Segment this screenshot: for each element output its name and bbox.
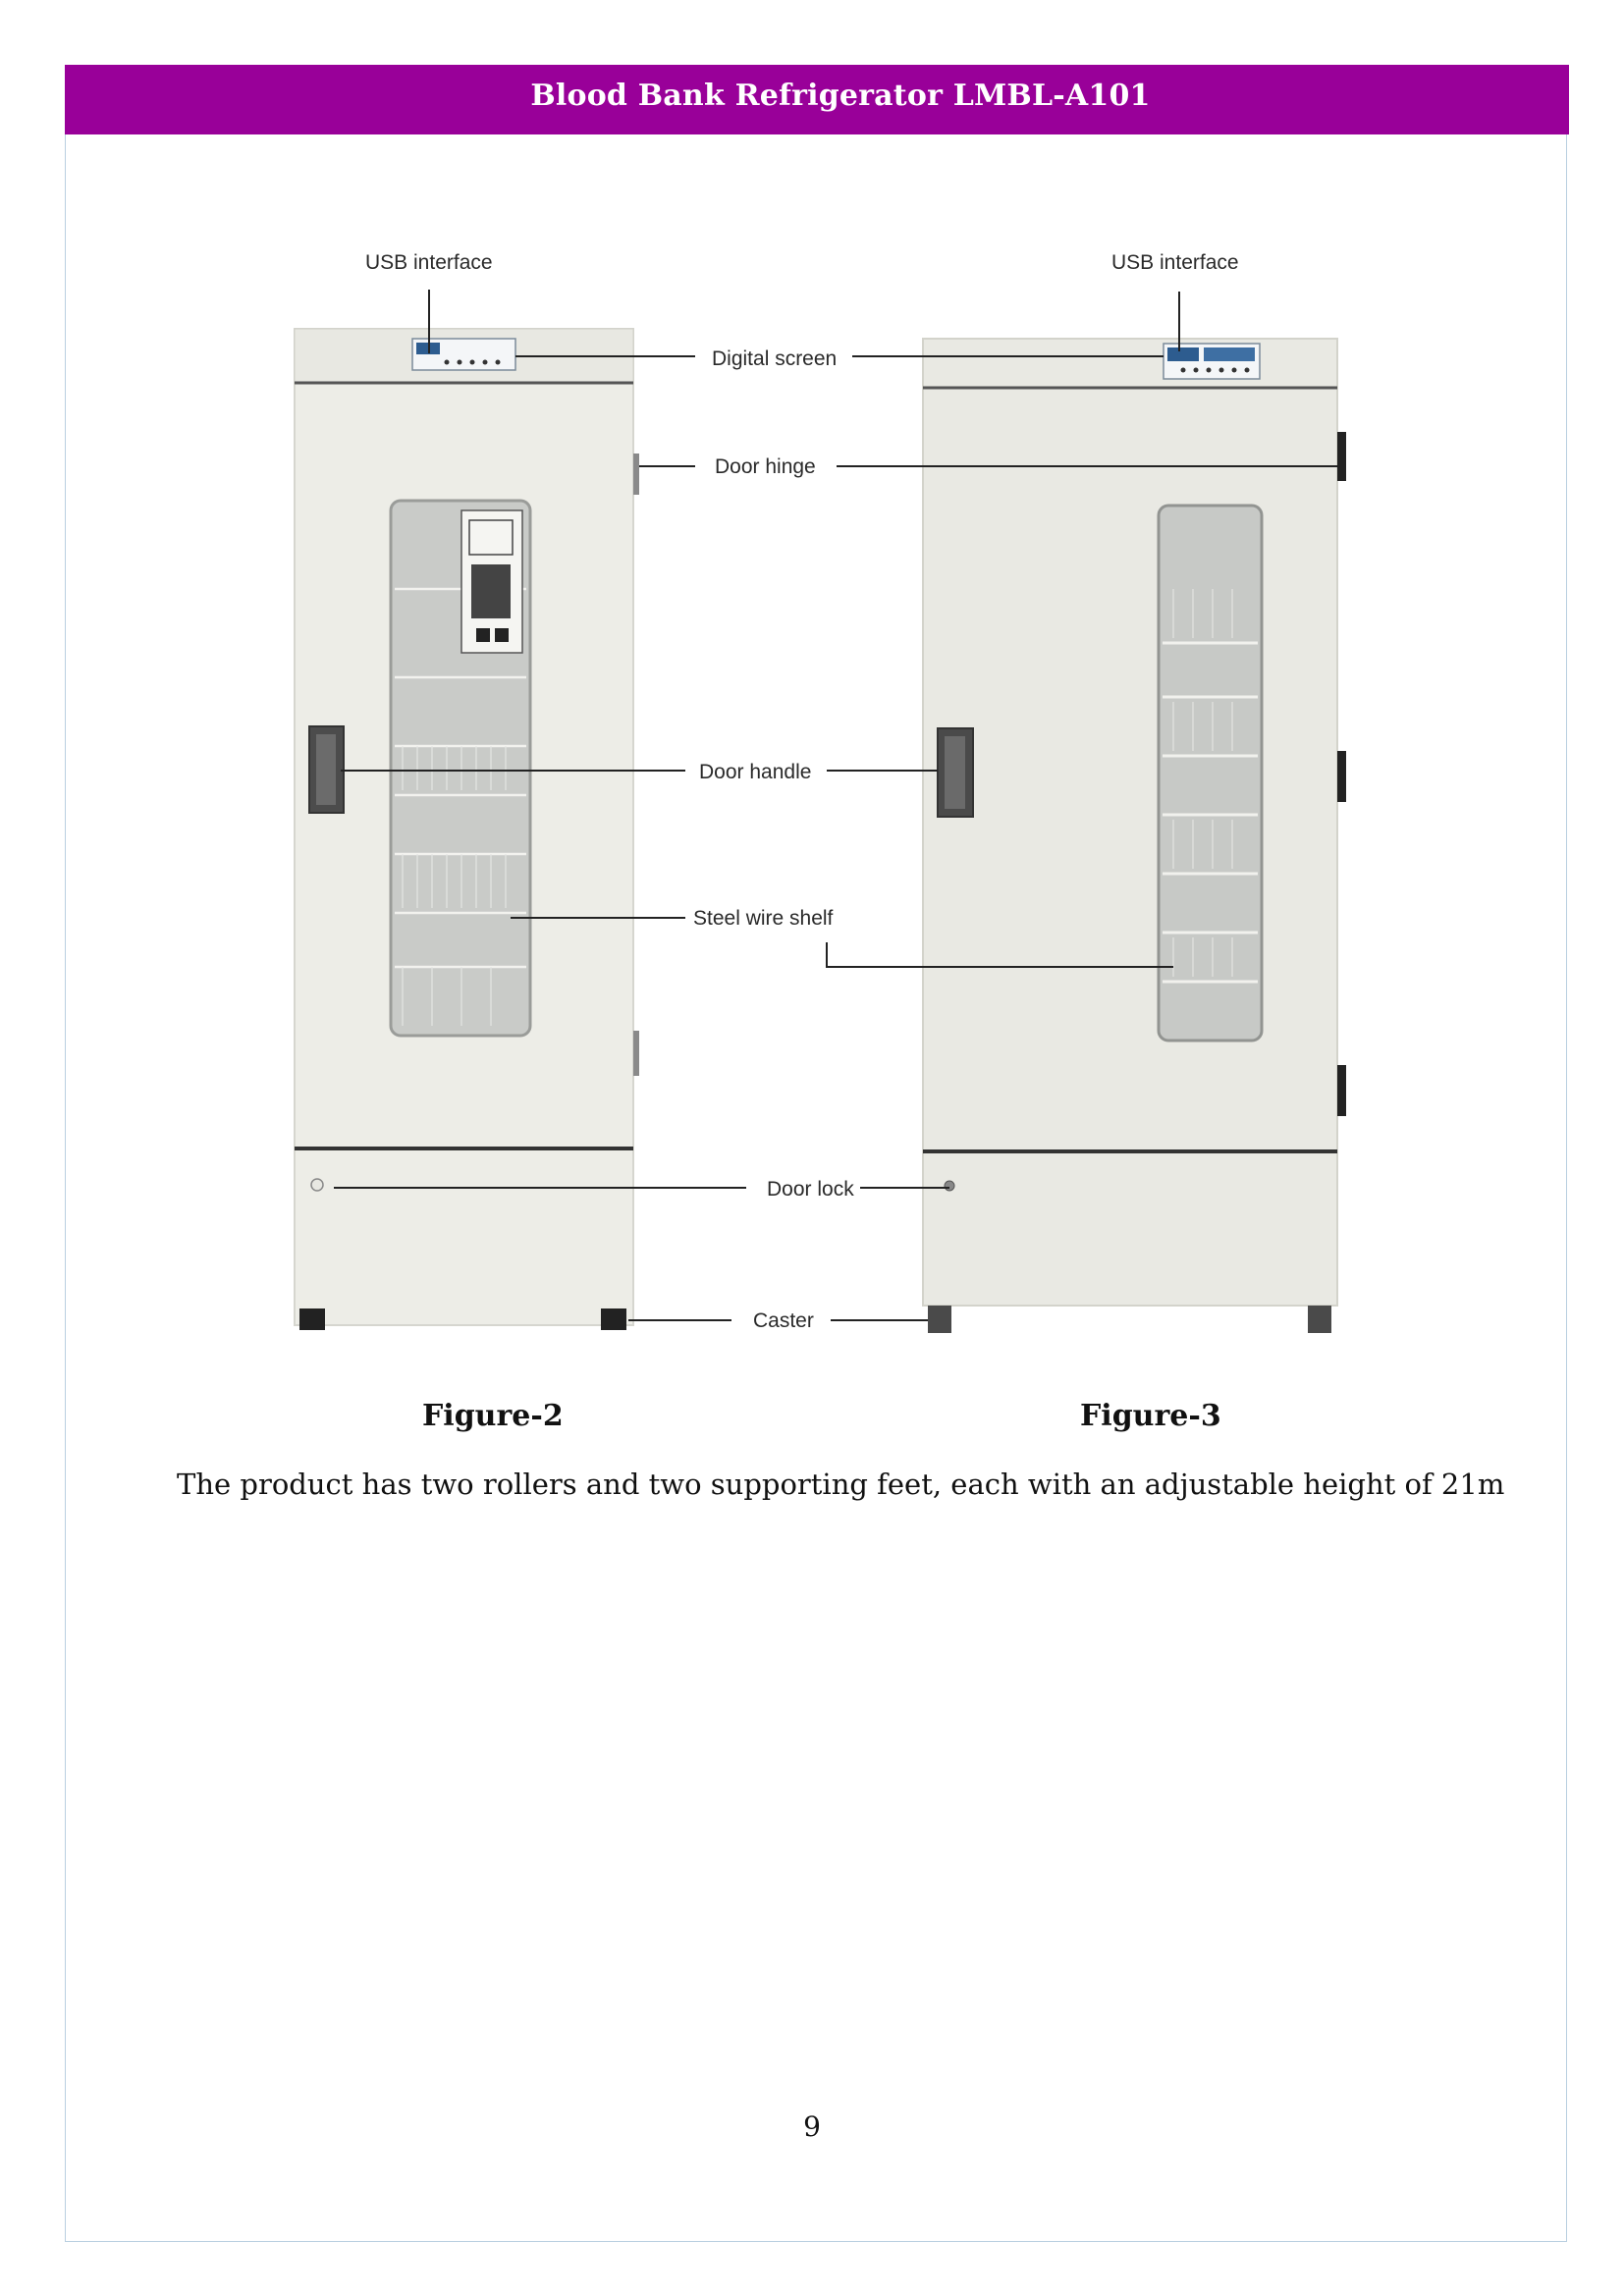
body-paragraph: The product has two rollers and two supporting feet, each with an adjustable height of 21m <box>177 1468 1505 1501</box>
left-door-lock <box>311 1179 323 1191</box>
figure-3-caption: Figure-3 <box>1080 1399 1221 1433</box>
page-number: 9 <box>803 2110 821 2143</box>
product-figure <box>275 236 1365 1345</box>
right-cabinet <box>923 339 1346 1333</box>
right-glass-window <box>1159 506 1262 1041</box>
figure-2-caption: Figure-2 <box>422 1399 564 1433</box>
label-usb-interface-right: USB interface <box>1111 251 1239 274</box>
label-steel-wire-shelf: Steel wire shelf <box>693 907 834 930</box>
right-door-lock <box>945 1181 954 1191</box>
header-band <box>65 65 1569 134</box>
left-cabinet <box>295 329 639 1330</box>
header-title: Blood Bank Refrigerator LMBL-A101 <box>530 79 1151 113</box>
label-door-hinge: Door hinge <box>715 455 816 478</box>
label-usb-interface-left: USB interface <box>365 251 493 274</box>
label-door-lock: Door lock <box>767 1178 854 1201</box>
label-caster: Caster <box>753 1309 814 1332</box>
label-door-handle: Door handle <box>699 761 812 783</box>
label-digital-screen: Digital screen <box>712 347 838 370</box>
